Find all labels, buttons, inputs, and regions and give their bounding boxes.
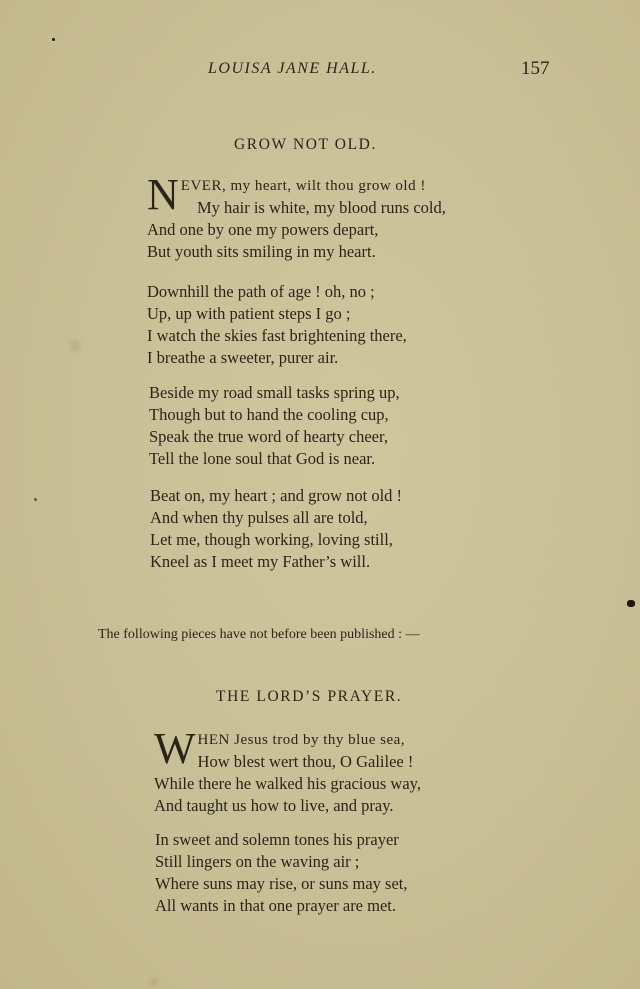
poem-line: Beat on, my heart ; and grow not old ! <box>150 486 403 505</box>
poem-line: In sweet and solemn tones his prayer <box>155 830 399 849</box>
poem-title: GROW NOT OLD. <box>234 136 377 153</box>
paper-smudge <box>70 340 80 352</box>
page-number: 157 <box>521 58 550 79</box>
poem-line: And when thy pulses all are told, <box>150 508 368 527</box>
poem-line: HEN Jesus trod by thy blue sea, <box>197 732 406 748</box>
paper-speck <box>52 38 55 41</box>
poem-line: Downhill the path of age ! oh, no ; <box>147 282 375 301</box>
stanza <box>150 485 402 573</box>
stanza <box>154 724 421 817</box>
poem-line: All wants in that one prayer are met. <box>155 896 396 915</box>
poem-line: Tell the lone soul that God is near. <box>149 449 376 468</box>
poem-line: Where suns may rise, or suns may set, <box>155 874 408 893</box>
poem-line: Speak the true word of hearty cheer, <box>149 427 388 446</box>
paper-speck <box>34 498 37 501</box>
ink-blot <box>627 600 635 607</box>
poem-line: And one by one my powers depart, <box>147 220 379 239</box>
poem-line: Up, up with patient steps I go ; <box>147 304 351 323</box>
stanza <box>147 170 446 263</box>
paper-smudge <box>150 978 158 986</box>
poem-line: EVER, my heart, wilt thou grow old ! <box>180 178 426 194</box>
stanza <box>155 829 408 917</box>
poem-line: Beside my road small tasks spring up, <box>149 383 400 402</box>
poem-line: Let me, though working, loving still, <box>150 530 393 549</box>
editorial-note: The following pieces have not before been published : — <box>98 627 420 642</box>
poem-line: While there he walked his gracious way, <box>154 774 421 793</box>
stanza <box>149 382 400 470</box>
poem-line: Though but to hand the cooling cup, <box>149 405 389 424</box>
running-head: LOUISA JANE HALL. <box>208 60 377 77</box>
stanza <box>147 281 407 369</box>
poem-line: I breathe a sweeter, purer air. <box>147 348 339 367</box>
poem-title: THE LORD’S PRAYER. <box>216 688 403 705</box>
poem-line: Kneel as I meet my Father’s will. <box>150 552 371 571</box>
poem-line: How blest wert thou, O Galilee ! <box>197 752 414 771</box>
poem-line: Still lingers on the waving air ; <box>155 852 360 871</box>
poem-line: I watch the skies fast brightening there, <box>147 326 407 345</box>
drop-cap: N <box>147 170 179 219</box>
poem-line: But youth sits smiling in my heart. <box>147 242 376 261</box>
drop-cap: W <box>154 724 196 773</box>
poem-line: And taught us how to live, and pray. <box>154 796 394 815</box>
poem-line: My hair is white, my blood runs cold, <box>197 198 446 217</box>
